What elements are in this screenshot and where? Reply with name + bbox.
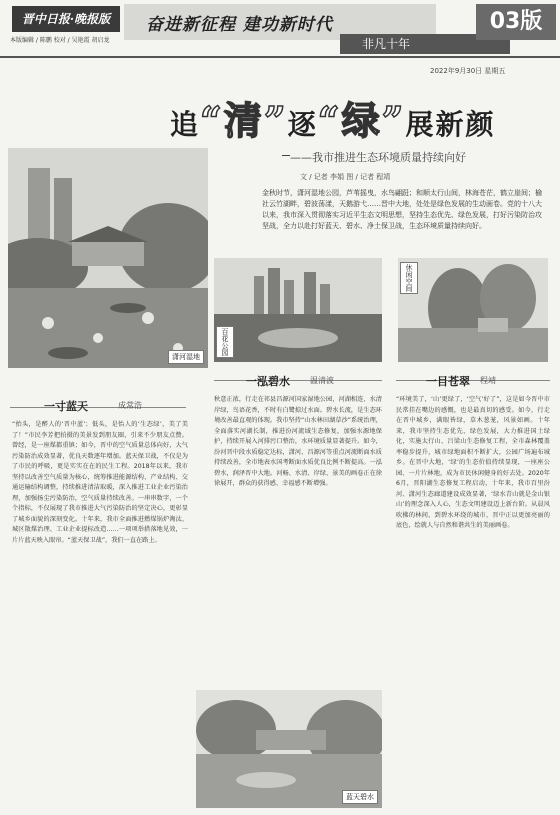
mid-section-title: 一泓碧水 (246, 375, 290, 388)
photo-river (196, 690, 382, 808)
lead-paragraph: 金秋时节，潇河湿地公园，芦苇摇曳，水鸟翩跹；和顺太行山间，林海苍茫，鹤立崖间；榆社云竹湖畔，碧波荡漾，天鹅游弋……晋中大地，处处是绿色发展的生动画卷。党的十八大以来，我市深入贯彻落实习近平生态文明思想，坚持生态优先、绿色发展，打好污染防治攻坚战，全力以赴打好蓝天、碧水、净土保卫战，生态环境质量持续向好。 (262, 189, 542, 230)
headline-suffix: 展新颜 (405, 108, 496, 141)
mid-section-rule (214, 380, 382, 381)
masthead (0, 0, 560, 58)
subheadline: ——我市推进生态环境质量持续向好 (290, 151, 466, 164)
headline-mid: 逐 (287, 108, 318, 141)
page-number: 03版 (476, 4, 556, 40)
headline-word-green: “绿” (317, 98, 406, 143)
mid-column-text: 秋意正浓，行走在祁县昌源河国家湿地公园，河湖相连、水清岸绿，鸟语花香，不时有白鹭掠过水面。碧水长流，是生态环境改善最直观的体现。我市坚持“山水林田湖草沙”系统治理，全面落实河湖长制，推进汾河流域生态修复，加强水源地保护，持续开展入河排污口整治，水环境质量显著提升。如今，汾河晋中段水质稳定达标，潇河、昌源河等重点河流断面水质持续改善，全市地表水国考断面水质优良比例不断提高。一泓碧水，润泽晋中大地。河畅、水清、岸绿、景美的画卷正在徐徐展开，群众的获得感、幸福感不断增强。 (214, 396, 382, 487)
caption-river: 蓝天碧水 (342, 790, 378, 804)
byline: 文 / 记者 李娟 图 / 记者 程靖 (300, 173, 391, 181)
photo-park (214, 258, 382, 362)
park-illustration (214, 258, 382, 362)
caption-wetland: 潇河湿地 (168, 350, 204, 364)
banner-subtitle: 非凡十年 (340, 34, 510, 54)
caption-leisure: 休闲空间 (400, 262, 418, 294)
left-section-author: 成常浩 (118, 401, 142, 410)
right-section-title: 一目苍翠 (426, 375, 470, 388)
issue-date: 2022年9月30日 星期五 (430, 67, 506, 75)
caption-park: 百花公园 (216, 326, 234, 358)
mid-section-author: 温清波 (310, 376, 334, 385)
photo-leisure (398, 258, 548, 362)
right-section-author: 程靖 (480, 376, 496, 385)
newspaper-logo: 晋中日报·晚报版 (12, 6, 120, 32)
headline (170, 90, 495, 145)
editor-credits: 本版编辑 / 陈鹏 校对 / 吴艳霞 胡启龙 (10, 37, 110, 44)
tagline: 奋进新征程 建功新时代 (146, 15, 333, 35)
wetland-illustration (8, 148, 208, 368)
photo-wetland (8, 148, 208, 368)
headline-word-clean: “清” (200, 98, 288, 143)
subtitle-dash (282, 155, 290, 156)
headline-prefix: 追 (170, 108, 201, 141)
left-column-text: “抬头，是醉人的‘晋中蓝’；低头，是怡人的‘生态绿’，美了美了！”市民李芳把拍摄的美景发到朋友圈，引来不少朋友点赞。曾经，是一座煤都重镇；如今，晋中的空气质量总体向好，大气污染防治成效显著，优良天数逐年增加。蓝天保卫战，不仅是为了市民的呼吸，更是实实在在的民生工程。2018年以来，我市坚持以改善空气质量为核心，统筹推进能源结构、产业结构、交通运输结构调整，持续推进清洁取暖，深入推进工业企业污染治理，加强扬尘污染防治，空气质量持续改善。一串串数字，一个个指标，不仅展现了我市推进大气污染防治的坚定决心，更彰显了城乡面貌的深刻变化。十年来，我市全面推进燃煤锅炉淘汰、城区散煤治理、工业企业提标改造……一项项举措落地见效，一片片蓝天映入眼帘。“蓝天保卫战”，我们一直在路上。 (12, 421, 188, 544)
left-section-title: 一寸蓝天 (44, 400, 88, 413)
left-section-rule (10, 407, 186, 408)
leisure-illustration (398, 258, 548, 362)
right-section-rule (396, 380, 550, 381)
right-column-text: “环境美了，‘山’更绿了，‘空气’好了”，这是如今晋中市民常挂在嘴边的感慨，也是最真切的感受。如今，行走在晋中城乡，满眼皆绿，草木葱茏，风景如画。十年来，我市坚持生态优先、绿色发展，大力推进国土绿化，实施太行山、吕梁山生态修复工程，全市森林覆盖率稳步提升，城市绿地面积不断扩大，公园广场遍布城乡。在晋中大地，‘绿’的生态价值持续显现，一座座公园、一片片林地，成为市民休闲健身的好去处。2020年6月，晋阳湖生态修复工程启动，十年来，我市百里汾河、潇河生态廊道建设成效显著，‘绿水青山就是金山银山’的理念深入人心，生态文明建设迈上新台阶。从晨风吹拂的林间，到碧水环绕的城市，晋中正以更加亮丽的底色，绘就人与自然和谐共生的美丽画卷。 (396, 396, 550, 529)
